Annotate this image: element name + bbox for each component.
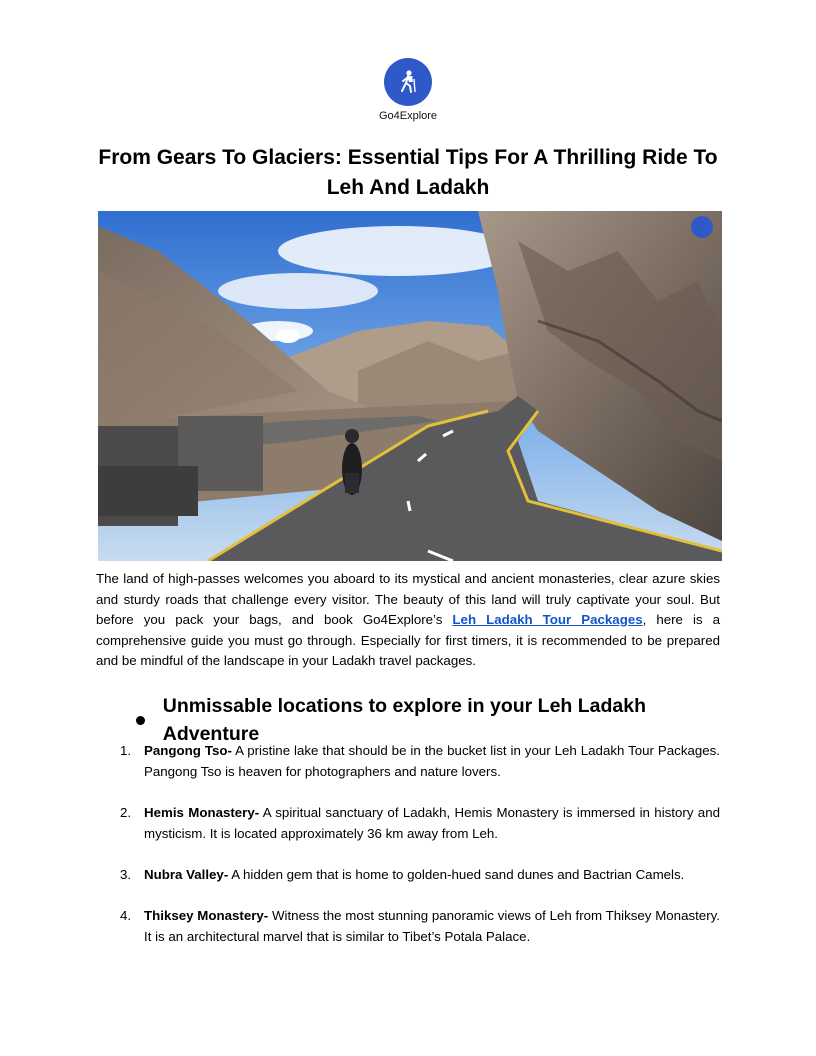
section-heading-text: Unmissable locations to explore in your Leh Ladakh Adventure: [162, 695, 647, 745]
list-item: [120, 803, 720, 844]
list-item-body: [144, 906, 720, 947]
list-item-text: A pristine lake that should be in the bucket list in your Leh Ladakh Tour Packages. Pangong Tso is heaven for photographers and nature lovers.: [144, 743, 721, 779]
bullet-icon: [136, 716, 145, 725]
list-item-name: Nubra Valley-: [144, 867, 229, 882]
logo-text: Go4Explore: [378, 110, 438, 122]
hero-image: [98, 211, 722, 561]
list-item-body: [144, 803, 720, 844]
section-heading: [130, 692, 730, 748]
intro-text-before: The land of high-passes welcomes you aboard to its mystical and ancient monasteries, clear azure skies and sturdy roads that challenge every visitor. The beauty of this land will truly captivate your soul. But before you pack your bags, and book Go4Explore’s: [96, 571, 720, 627]
site-logo: [0, 58, 816, 122]
list-item-number: 3.: [120, 867, 132, 882]
page-title: From Gears To Glaciers: Essential Tips For A Thrilling Ride To Leh And Ladakh: [98, 146, 718, 199]
list-item-name: Pangong Tso-: [144, 743, 232, 758]
list-item-number: 1.: [120, 743, 132, 758]
list-item-name: Thiksey Monastery-: [144, 908, 269, 923]
list-item-body: [144, 865, 720, 886]
tour-packages-link[interactable]: Leh Ladakh Tour Packages: [452, 612, 643, 627]
list-item: [120, 906, 720, 947]
list-item-text: Witness the most stunning panoramic views of Leh from Thiksey Monastery. It is an architectural marvel that is similar to Tibet’s Potala Palace.: [144, 908, 720, 944]
list-item-text: A spiritual sanctuary of Ladakh, Hemis Monastery is immersed in history and mysticism. It is located approximately 36 km away from Leh.: [144, 805, 720, 841]
list-item-text: A hidden gem that is home to golden-hued sand dunes and Bactrian Camels.: [228, 867, 685, 882]
list-item-number: 4.: [120, 908, 132, 923]
list-item: [120, 865, 720, 886]
list-item: [120, 741, 720, 782]
hiker-icon: [384, 58, 432, 106]
intro-text-after: , here is a comprehensive guide you must go through. Especially for first timers, it is recommended to be prepared and be mindful of the landscape in your Ladakh travel packages.: [96, 612, 720, 668]
list-item-number: 2.: [120, 805, 132, 820]
list-item-body: [144, 741, 720, 782]
list-item-name: Hemis Monastery-: [144, 805, 260, 820]
intro-paragraph: [96, 569, 720, 672]
